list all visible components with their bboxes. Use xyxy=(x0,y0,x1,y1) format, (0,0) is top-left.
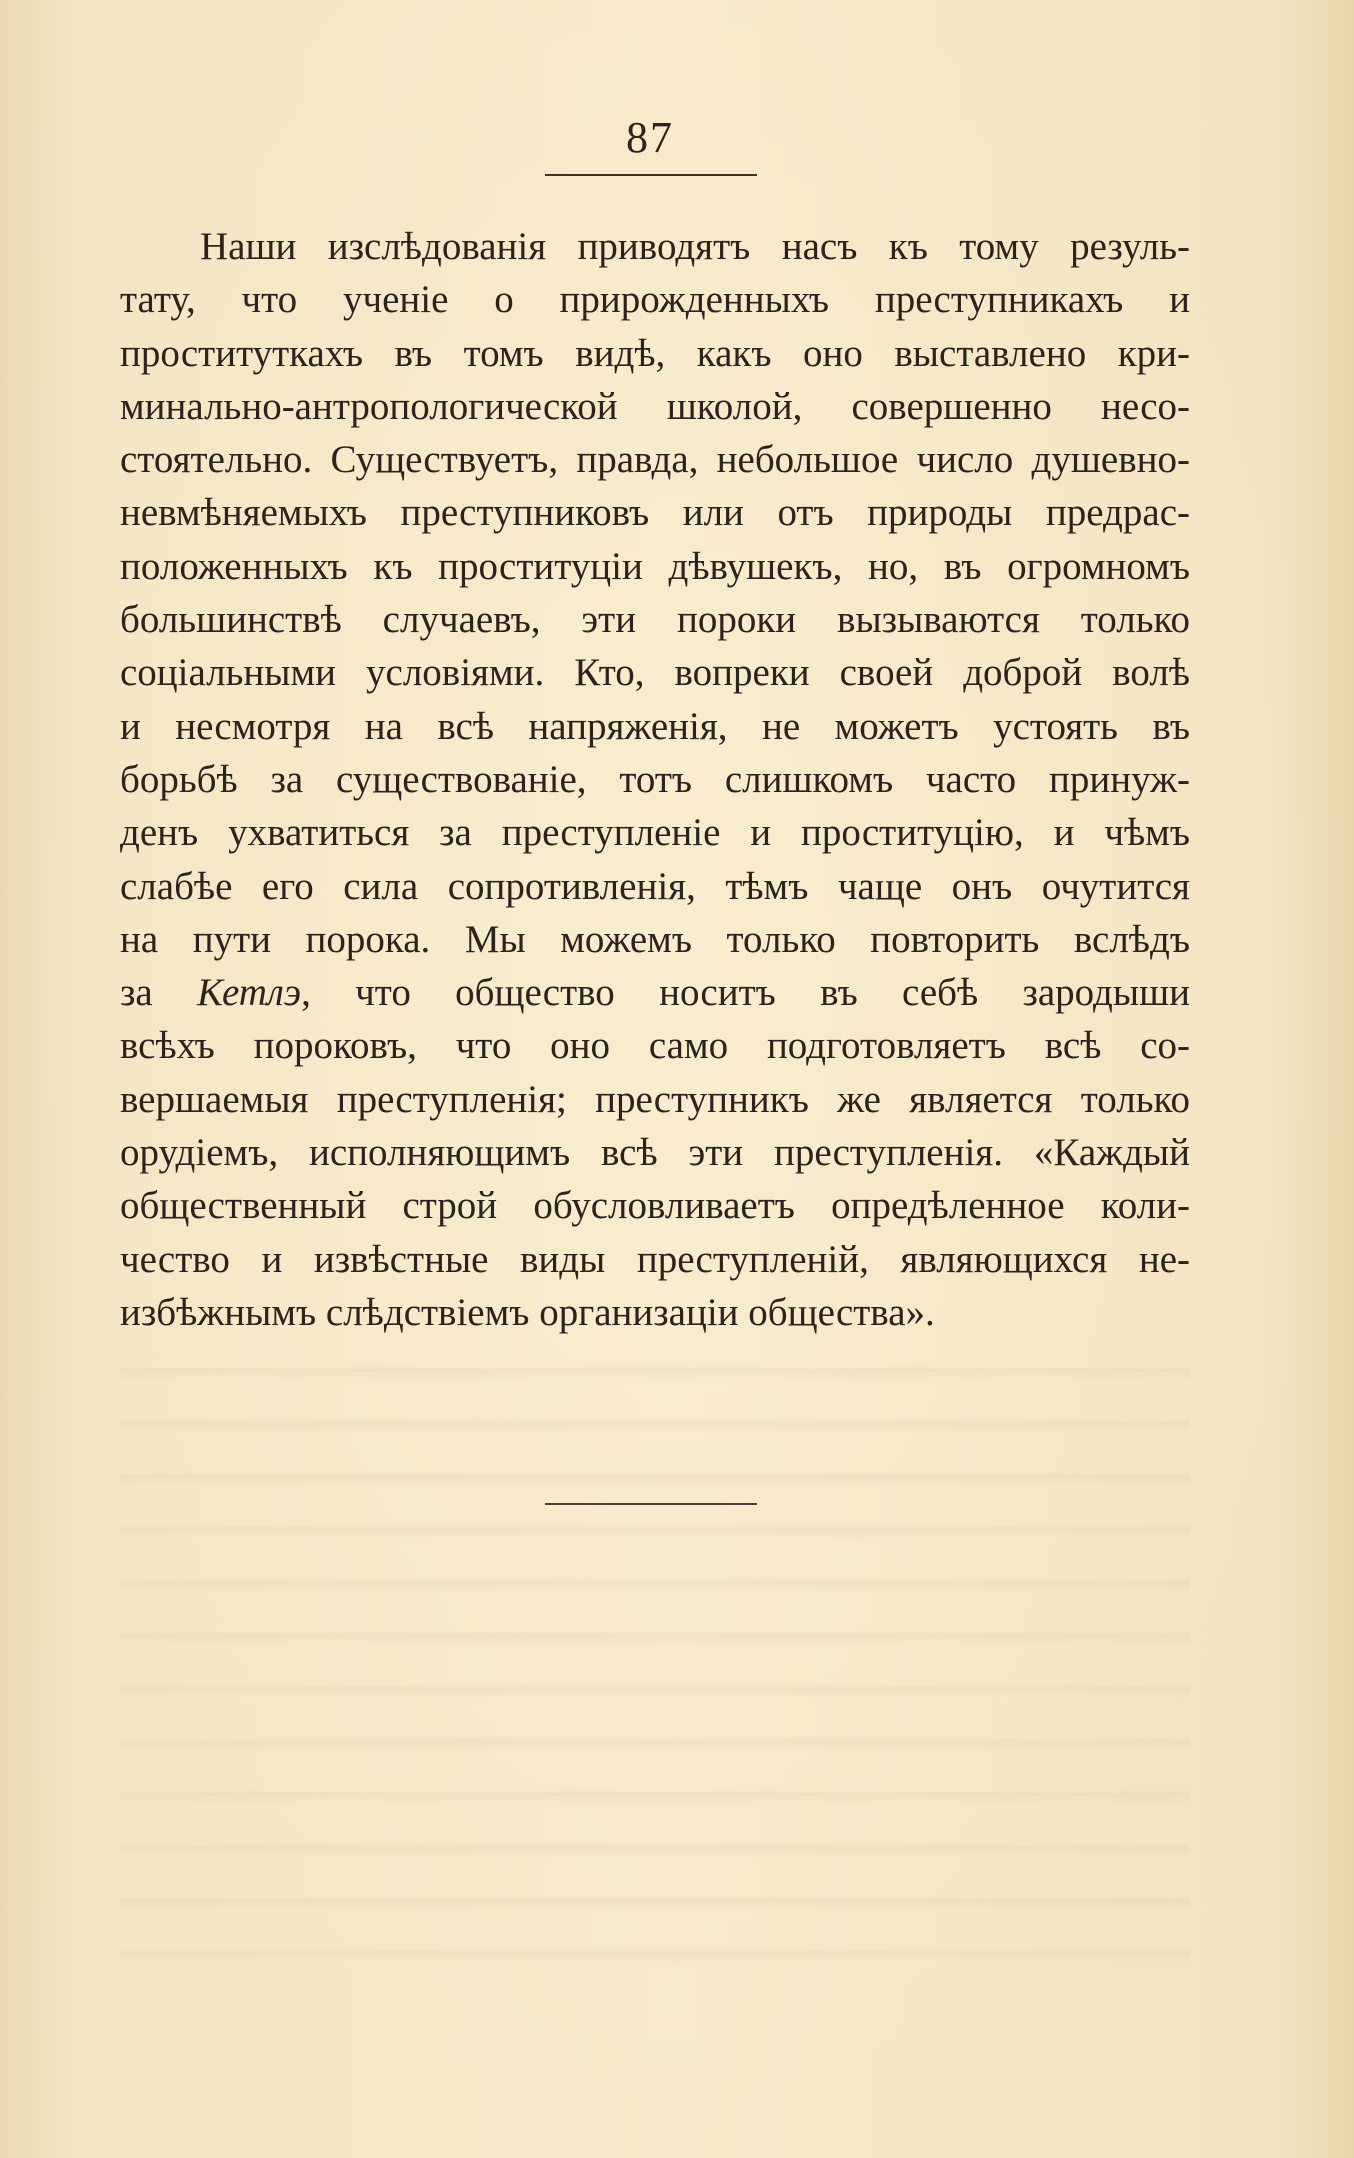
show-through-texture xyxy=(120,1340,1190,1980)
text-line: избѣжнымъ слѣдствіемъ организаціи общества». xyxy=(120,1290,935,1334)
header-rule xyxy=(545,174,757,176)
text-line: борьбѣ за существованіе, тотъ слишкомъ часто принуж- xyxy=(120,757,1190,801)
text-line: положенныхъ къ проституціи дѣвушекъ, но, въ огромномъ xyxy=(120,544,1190,588)
body-paragraph xyxy=(120,220,1190,1339)
text-line: общественный строй обусловливаетъ опредѣленное коли- xyxy=(120,1184,1190,1228)
text-line: Наши изслѣдованія приводятъ насъ къ тому резуль- xyxy=(200,225,1190,268)
text-line: на пути порока. Мы можемъ только повторить вслѣдъ xyxy=(120,917,1190,961)
text-line: минально-антропологической школой, совершенно несо- xyxy=(120,384,1190,428)
italic-name: Кетлэ xyxy=(197,971,302,1015)
text-line: денъ ухватиться за преступленіе и проституцію, и чѣмъ xyxy=(120,811,1190,855)
text-line: тату, что ученіе о прирожденныхъ преступникахъ и xyxy=(120,278,1190,322)
text-line: проституткахъ въ томъ видѣ, какъ оно выставлено кри- xyxy=(120,331,1190,375)
text-fragment: , что общество носитъ въ себѣ зародыши xyxy=(301,971,1190,1015)
text-line: невмѣняемыхъ преступниковъ или отъ природы предрас- xyxy=(120,491,1190,535)
text-line: чество и извѣстные виды преступленій, являющихся не- xyxy=(120,1237,1190,1281)
text-line: орудіемъ, исполняющимъ всѣ эти преступленія. «Каждый xyxy=(120,1131,1190,1175)
text-line: соціальными условіями. Кто, вопреки своей доброй волѣ xyxy=(120,651,1190,695)
text-line: и несмотря на всѣ напряженія, не можетъ устоять въ xyxy=(120,704,1190,748)
text-line: вершаемыя преступленія; преступникъ же является только xyxy=(120,1077,1190,1121)
text-line: всѣхъ пороковъ, что оно само подготовляетъ всѣ со- xyxy=(120,1024,1190,1068)
end-rule xyxy=(545,1503,757,1505)
text-line: стоятельно. Существуетъ, правда, небольшое число душевно- xyxy=(120,438,1190,482)
text-fragment: за xyxy=(120,971,198,1015)
text-line-with-italic xyxy=(120,966,1190,1019)
text-line: слабѣе его сила сопротивленія, тѣмъ чаще онъ очутится xyxy=(120,864,1190,908)
page-number: 87 xyxy=(626,113,674,162)
text-line: большинствѣ случаевъ, эти пороки вызываются только xyxy=(120,598,1190,642)
